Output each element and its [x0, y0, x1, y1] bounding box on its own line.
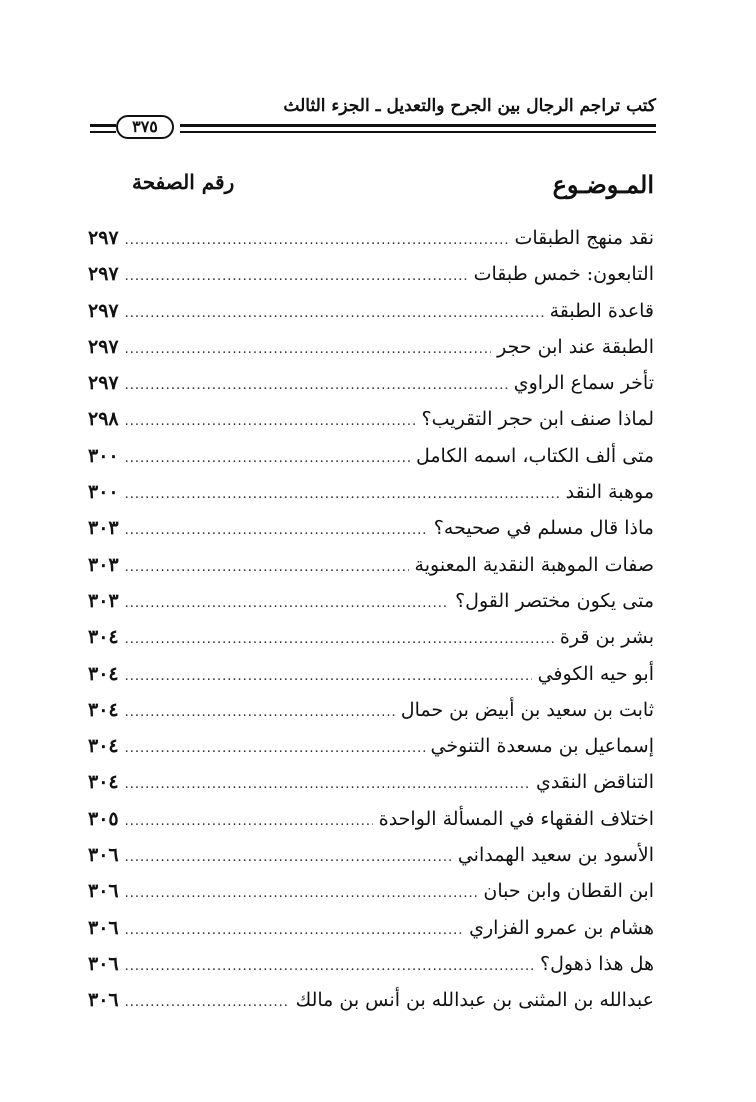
toc-entry-page: ٣٠٦	[88, 952, 119, 975]
toc-entry	[88, 910, 654, 946]
dot-leader	[125, 695, 395, 731]
dot-leader	[125, 985, 290, 1021]
toc-entry-page: ٣٠٠	[88, 444, 119, 467]
toc-entry-title: عبدالله بن المثنى بن عبدالله بن أنس بن مالك	[295, 989, 654, 1012]
toc-entry-title: التابعون: خمس طبقات	[473, 263, 654, 286]
toc-entry-title: متى يكون مختصر القول؟	[455, 589, 654, 612]
toc-entry-title: الأسود بن سعيد الهمداني	[457, 844, 654, 867]
header-rule	[180, 131, 656, 133]
toc-entry-page: ٢٩٧	[88, 227, 119, 249]
toc-entry-title: بشر بن قرة	[559, 626, 654, 649]
toc-entry-title: نقد منهج الطبقات	[514, 227, 654, 249]
dot-leader	[125, 477, 560, 513]
toc-entry-title: هل هذا ذهول؟	[540, 952, 654, 975]
toc-entry-page: ٢٩٧	[88, 372, 119, 395]
toc-entry-title: ماذا قال مسلم في صحيحه؟	[433, 517, 654, 540]
toc-entry	[88, 801, 654, 837]
toc-entry	[88, 329, 654, 365]
toc-entry	[88, 873, 654, 909]
toc-entry-title: التناقض النقدي	[536, 771, 654, 794]
dot-leader	[125, 368, 508, 404]
dot-leader	[125, 840, 452, 876]
dot-leader	[125, 404, 416, 440]
toc-entry-page: ٣٠٤	[88, 662, 119, 685]
toc-entry-title: قاعدة الطبقة	[549, 299, 654, 322]
toc-entry	[88, 510, 654, 546]
dot-leader	[125, 731, 425, 767]
toc-entry-page: ٢٩٧	[88, 335, 119, 358]
dot-leader	[125, 296, 544, 332]
toc-entry-title: الطبقة عند ابن حجر	[497, 335, 654, 358]
toc-entry-title: صفات الموهبة النقدية المعنوية	[414, 553, 654, 576]
toc-entry-page: ٣٠٤	[88, 771, 119, 794]
toc-entry-title: موهبة النقد	[565, 481, 654, 504]
page-number-badge: ٣٧٥	[116, 115, 174, 139]
toc-entry	[88, 728, 654, 764]
dot-leader	[125, 913, 464, 949]
toc-entry	[88, 837, 654, 873]
page-column-heading: رقم الصفحة	[132, 170, 235, 194]
toc-entry	[88, 547, 654, 583]
toc-entry-title: أبو حيه الكوفي	[537, 662, 654, 685]
toc-entry	[88, 656, 654, 692]
dot-leader	[125, 949, 534, 985]
toc-entry-page: ٣٠٦	[88, 916, 119, 939]
toc-entry-page: ٣٠٣	[88, 589, 119, 612]
dot-leader	[125, 223, 509, 259]
toc-entry-page: ٣٠٦	[88, 880, 119, 903]
toc-entry-page: ٣٠٤	[88, 698, 119, 721]
toc-entry	[88, 583, 654, 619]
dot-leader	[125, 332, 492, 368]
toc-entry-page: ٣٠٥	[88, 807, 119, 830]
toc-entry-page: ٣٠٣	[88, 553, 119, 576]
dot-leader	[125, 586, 449, 622]
toc-entry-title: تأخر سماع الراوي	[513, 372, 654, 395]
toc-entry	[88, 619, 654, 655]
toc-entry-title: لماذا صنف ابن حجر التقريب؟	[421, 408, 654, 431]
toc-entry-title: متى ألف الكتاب، اسمه الكامل	[415, 444, 654, 467]
toc-entry	[88, 982, 654, 1018]
dot-leader	[125, 622, 554, 658]
header-rule	[90, 124, 116, 127]
toc-entry-page: ٣٠٦	[88, 844, 119, 867]
toc-entry	[88, 692, 654, 728]
toc-entry-page: ٣٠٦	[88, 989, 119, 1012]
topic-column-heading: المـوضـوع	[552, 170, 654, 199]
dot-leader	[125, 441, 410, 477]
toc-entry-page: ٢٩٨	[88, 408, 119, 431]
toc-entry-title: ثابت بن سعيد بن أبيض بن حمال	[400, 698, 654, 721]
toc-entry-page: ٢٩٧	[88, 263, 119, 286]
dot-leader	[125, 513, 428, 549]
toc-entry	[88, 764, 654, 800]
toc-entry-title: ابن القطان وابن حبان	[483, 880, 654, 903]
toc-entry	[88, 365, 654, 401]
toc-entry-page: ٣٠٤	[88, 626, 119, 649]
toc-entry	[88, 220, 654, 256]
table-of-contents	[88, 220, 654, 1019]
toc-entry-page: ٣٠٣	[88, 517, 119, 540]
toc-entry-page: ٢٩٧	[88, 299, 119, 322]
dot-leader	[125, 659, 532, 695]
toc-entry-page: ٣٠٤	[88, 735, 119, 758]
dot-leader	[125, 259, 468, 295]
running-header-title: كتب تراجم الرجال بين الجرح والتعديل ـ الجزء الثالث	[283, 96, 656, 116]
toc-entry-title: اختلاف الفقهاء في المسألة الواحدة	[378, 807, 654, 830]
header-rule	[90, 131, 116, 133]
toc-entry	[88, 438, 654, 474]
toc-entry	[88, 474, 654, 510]
toc-entry-title: هشام بن عمرو الفزاري	[469, 916, 654, 939]
dot-leader	[125, 767, 530, 803]
toc-entry	[88, 256, 654, 292]
header-rule	[180, 124, 656, 127]
dot-leader	[125, 550, 409, 586]
toc-entry	[88, 401, 654, 437]
toc-entry-page: ٣٠٠	[88, 481, 119, 504]
toc-entry-title: إسماعيل بن مسعدة التنوخي	[430, 735, 654, 758]
toc-entry	[88, 946, 654, 982]
dot-leader	[125, 804, 373, 840]
dot-leader	[125, 876, 478, 912]
toc-entry	[88, 293, 654, 329]
